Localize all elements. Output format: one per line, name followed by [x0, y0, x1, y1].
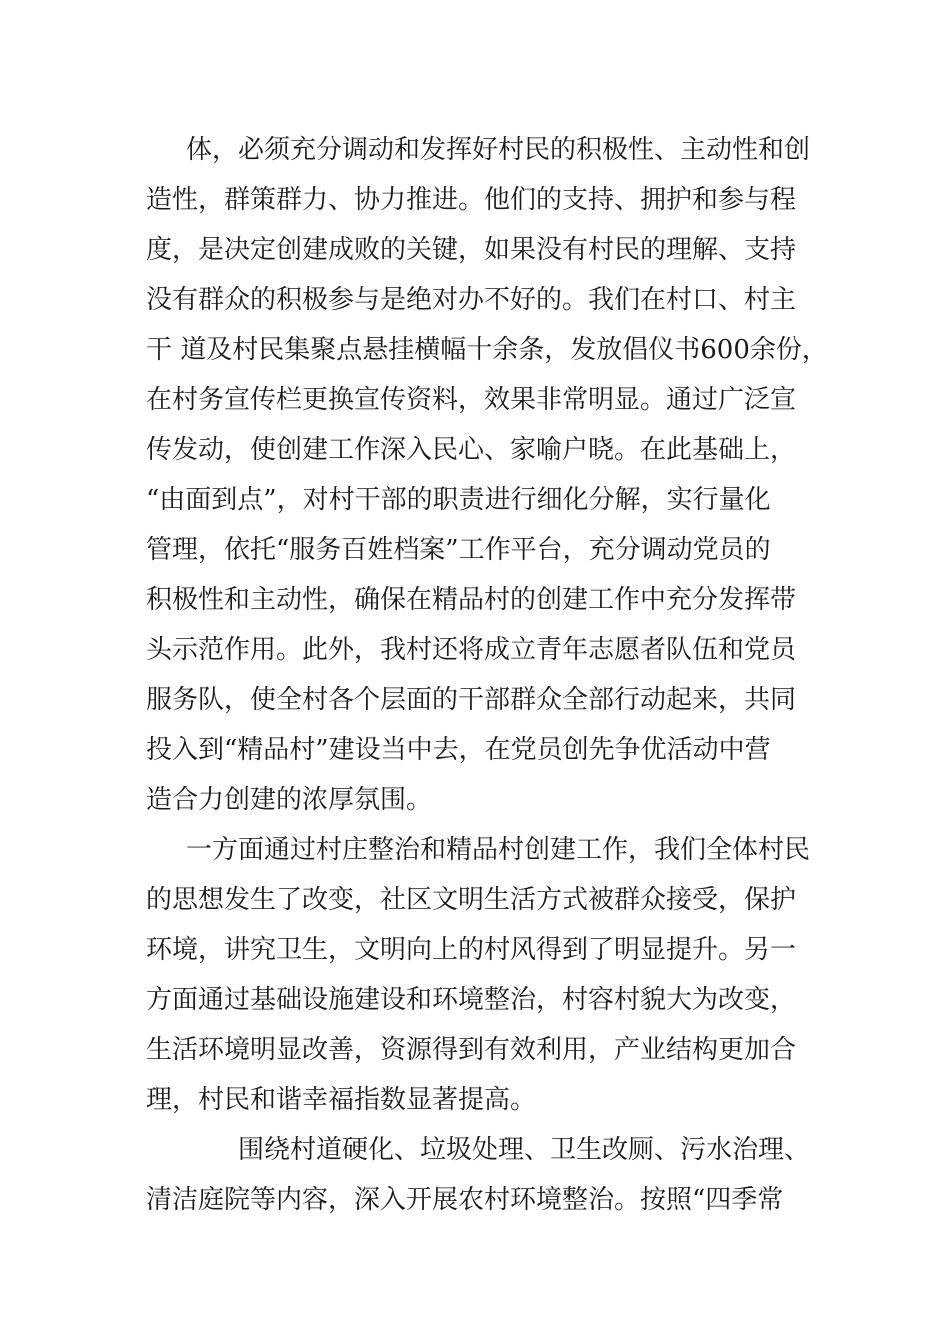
text-line: 投入到“精品村”建设当中去，在党员创先争优活动中营 [146, 735, 771, 765]
text-line: 没有群众的积极参与是绝对办不好的。我们在村口、村主 [146, 285, 797, 315]
text-line: 环境，讲究卫生，文明向上的村风得到了明显提升。另一 [146, 935, 797, 965]
text-line: 清洁庭院等内容，深入开展农村环境整治。按照“四季常 [146, 1185, 784, 1215]
text-line: 方面通过基础设施建设和环境整治，村容村貌大为改变， [146, 985, 797, 1015]
text-line: 生活环境明显改善，资源得到有效利用，产业结构更加合 [146, 1035, 797, 1065]
text-line: 度，是决定创建成败的关键，如果没有村民的理解、支持 [146, 235, 797, 265]
text-line: 传发动，使创建工作深入民心、家喻户晓。在此基础上， [146, 435, 797, 465]
text-line: 积极性和主动性，确保在精品村的创建工作中充分发挥带 [146, 585, 797, 615]
text-line: 干 道及村民集聚点悬挂横幅十余条，发放倡仪书600余份， [146, 335, 828, 365]
text-line: 头示范作用。此外，我村还将成立青年志愿者队伍和党员 [146, 635, 797, 665]
text-line: 理，村民和谐幸福指数显著提高。 [146, 1085, 537, 1115]
text-line: “由面到点”，对村干部的职责进行细化分解，实行量化 [146, 485, 771, 515]
text-line: 一方面通过村庄整治和精品村创建工作，我们全体村民 [186, 835, 811, 865]
text-line: 的思想发生了改变，社区文明生活方式被群众接受，保护 [146, 885, 797, 915]
text-line: 体，必须充分调动和发挥好村民的积极性、主动性和创 [186, 135, 811, 165]
text-line: 在村务宣传栏更换宣传资料，效果非常明显。通过广泛宣 [146, 385, 797, 415]
text-line: 围绕村道硬化、垃圾处理、卫生改厕、污水治理、 [238, 1135, 811, 1165]
text-line: 造合力创建的浓厚氛围。 [146, 785, 433, 815]
text-line: 造性，群策群力、协力推进。他们的支持、拥护和参与程 [146, 185, 797, 215]
text-line: 管理，依托“服务百姓档案”工作平台，充分调动党员的 [146, 535, 771, 565]
text-line: 服务队，使全村各个层面的干部群众全部行动起来，共同 [146, 685, 797, 715]
